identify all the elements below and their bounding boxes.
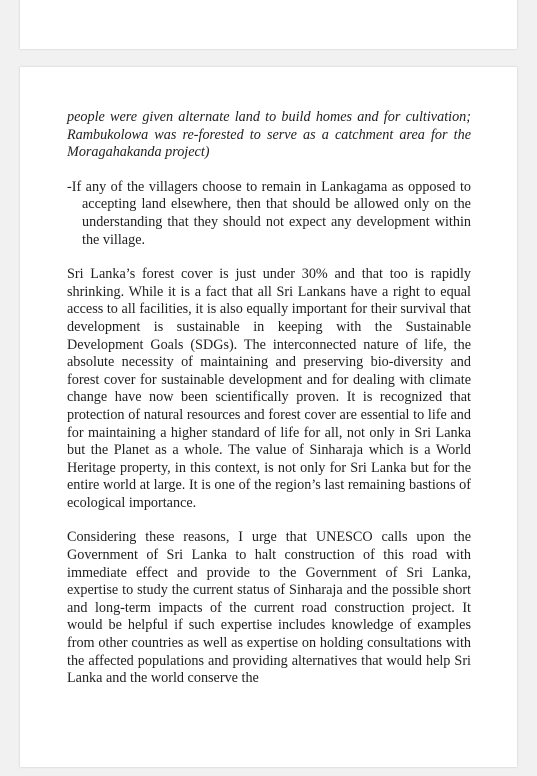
continued-italic-paragraph: people were given alternate land to build homes and for cultivation; Rambukolowa was re-forested to serve as a catchment area for the Moragahakanda project): [67, 109, 471, 161]
previous-page: [20, 0, 517, 49]
page-content: [67, 109, 471, 688]
bullet-item: -If any of the villagers choose to remain in Lankagama as opposed to accepting land elsewhere, then that should be allowed only on the understanding that they should not expect any development within the village.: [67, 178, 471, 248]
document-page: [20, 67, 517, 767]
body-paragraph: Sri Lanka’s forest cover is just under 30% and that too is rapidly shrinking. While it is a fact that all Sri Lankans have a right to equal access to all facilities, it is also equally important for their survival that development is sustainable in keeping with the Sustainable Development Goals (SDGs). The interconnected nature of life, the absolute necessity of maintaining and preserving bio-diversity and forest cover for sustainable development and for dealing with climate change have now been scientifically proven. It is recognized that protection of natural resources and forest cover are essential to life and for maintaining a higher standard of life for all, not only in Sri Lanka but the Planet as a whole. The value of Sinharaja which is a World Heritage property, in this context, is not only for Sri Lanka but for the entire world at large. It is one of the region’s last remaining bastions of ecological importance.: [67, 266, 471, 511]
body-paragraph: Considering these reasons, I urge that UNESCO calls upon the Government of Sri Lanka to halt construction of this road with immediate effect and provide to the Government of Sri Lanka, expertise to study the current status of Sinharaja and the possible short and long-term impacts of the current road construction project. It would be helpful if such expertise includes knowledge of examples from other countries as well as expertise on holding consultations with the affected populations and providing alternatives that would help Sri Lanka and the world conserve the: [67, 529, 471, 687]
